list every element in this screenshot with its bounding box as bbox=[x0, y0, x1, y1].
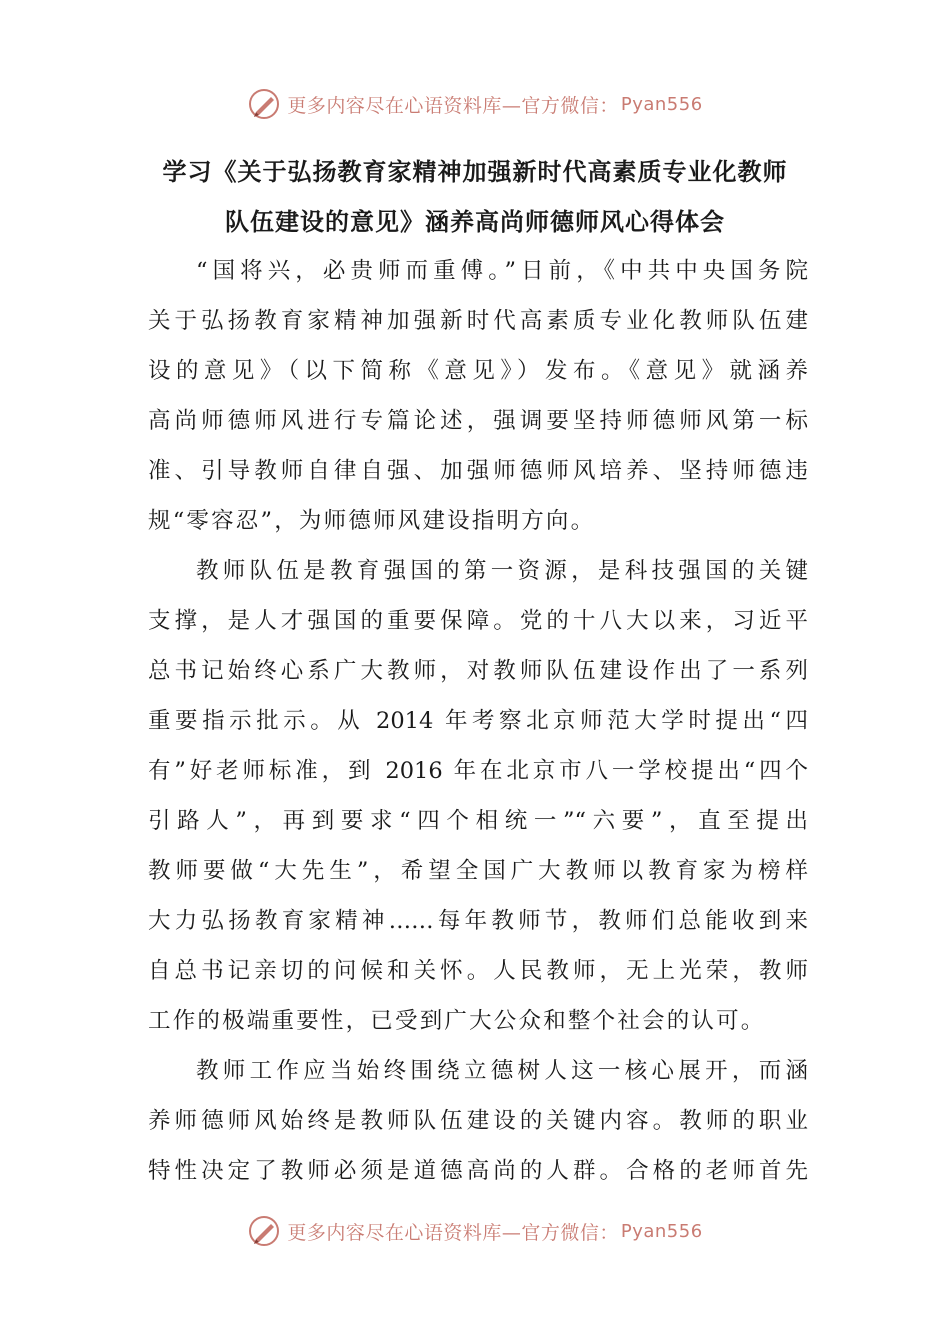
paragraph-line: 自总书记亲切的问候和关怀。人民教师，无上光荣，教师 bbox=[148, 958, 808, 984]
paragraph-line: 准、引导教师自律自强、加强师德师风培养、坚持师德违 bbox=[148, 458, 808, 484]
paragraph-line: 引路人”，再到要求“四个相统一”“六要”，直至提出 bbox=[148, 808, 808, 834]
watermark-footer bbox=[0, 1211, 950, 1251]
document-title-line-1: 学习《关于弘扬教育家精神加强新时代高素质专业化教师 bbox=[162, 158, 788, 186]
pen-logo-icon bbox=[247, 87, 281, 121]
pen-logo-icon bbox=[247, 1214, 281, 1248]
paragraph-line: 有”好老师标准，到 2016 年在北京市八一学校提出“四个 bbox=[148, 758, 808, 784]
watermark-wechat-id: Pyan556 bbox=[620, 1220, 703, 1242]
paragraph-line: 设的意见》（以下简称《意见》）发布。《意见》就涵养 bbox=[148, 358, 808, 384]
paragraph-line: 重要指示批示。从 2014 年考察北京师范大学时提出“四 bbox=[148, 708, 808, 734]
watermark-text: 更多内容尽在心语资料库—官方微信： bbox=[287, 94, 619, 117]
watermark-header bbox=[0, 84, 950, 124]
watermark-text: 更多内容尽在心语资料库—官方微信： bbox=[287, 1221, 619, 1244]
paragraph-line: 教师要做“大先生”，希望全国广大教师以教育家为榜样 bbox=[148, 858, 808, 884]
paragraph-line: 关于弘扬教育家精神加强新时代高素质专业化教师队伍建 bbox=[148, 308, 808, 334]
paragraph-line: 高尚师德师风进行专篇论述，强调要坚持师德师风第一标 bbox=[148, 408, 808, 434]
paragraph-line: “国将兴，必贵师而重傅。”日前，《中共中央国务院 bbox=[196, 258, 808, 284]
document-title-line-2: 队伍建设的意见》涵养高尚师德师风心得体会 bbox=[225, 208, 725, 236]
paragraph-line: 工作的极端重要性，已受到广大公众和整个社会的认可。 bbox=[148, 1008, 766, 1034]
paragraph-line: 养师德师风始终是教师队伍建设的关键内容。教师的职业 bbox=[148, 1108, 808, 1134]
paragraph-line: 特性决定了教师必须是道德高尚的人群。合格的老师首先 bbox=[148, 1158, 808, 1184]
paragraph-line: 教师队伍是教育强国的第一资源，是科技强国的关键 bbox=[196, 558, 808, 584]
paragraph-line: 规“零容忍”，为师德师风建设指明方向。 bbox=[148, 508, 596, 534]
paragraph-line: 大力弘扬教育家精神……每年教师节，教师们总能收到来 bbox=[148, 908, 808, 934]
paragraph-line: 支撑，是人才强国的重要保障。党的十八大以来，习近平 bbox=[148, 608, 808, 634]
paragraph-line: 总书记始终心系广大教师，对教师队伍建设作出了一系列 bbox=[148, 658, 808, 684]
paragraph-line: 教师工作应当始终围绕立德树人这一核心展开，而涵 bbox=[196, 1058, 808, 1084]
watermark-wechat-id: Pyan556 bbox=[620, 93, 703, 115]
